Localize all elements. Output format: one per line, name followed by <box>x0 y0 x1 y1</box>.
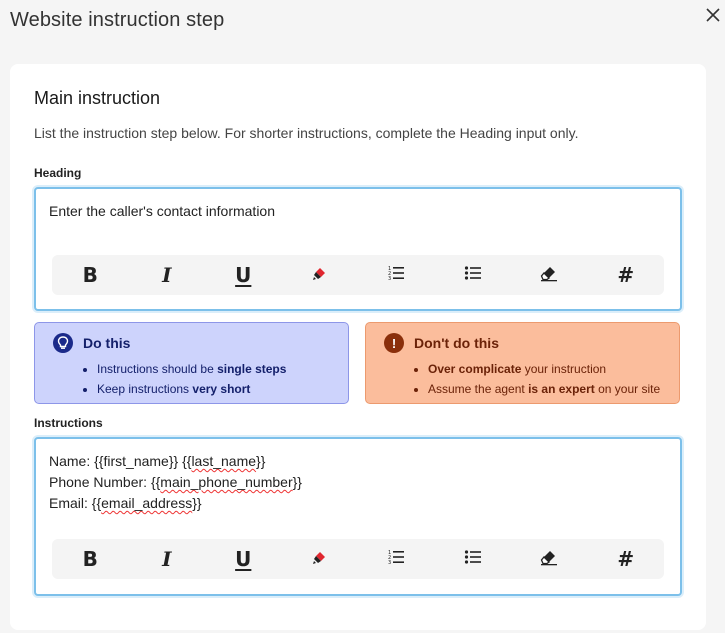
heading-input[interactable]: Enter the caller's contact information <box>49 203 276 219</box>
highlighter-icon <box>311 264 329 287</box>
list-item: • Keep instructions very short <box>97 379 334 399</box>
svg-text:3: 3 <box>388 275 392 282</box>
italic-icon: I <box>162 547 172 571</box>
variable-button[interactable] <box>610 543 642 575</box>
lightbulb-icon <box>53 333 73 353</box>
highlight-button[interactable] <box>304 543 336 575</box>
heading-label: Heading <box>34 166 82 180</box>
bullet-list-button[interactable] <box>457 259 489 291</box>
hash-icon: # <box>617 263 635 287</box>
close-icon[interactable] <box>706 8 720 27</box>
instructions-label: Instructions <box>34 416 103 430</box>
svg-text:2: 2 <box>388 270 392 277</box>
bold-icon: B <box>82 263 98 287</box>
ordered-list-icon <box>387 548 405 571</box>
svg-text:1: 1 <box>388 549 392 556</box>
underline-button[interactable] <box>227 543 259 575</box>
italic-button[interactable] <box>151 543 183 575</box>
highlighter-icon <box>311 548 329 571</box>
instruction-line: Phone Number: {{main_phone_number}} <box>49 474 302 490</box>
underline-button[interactable] <box>227 259 259 291</box>
list-item: • Instructions should be single steps <box>97 359 334 379</box>
dont-do-this-tip <box>365 322 680 404</box>
clear-format-button[interactable] <box>533 543 565 575</box>
ordered-list-icon <box>387 264 405 287</box>
dialog-title: Website instruction step <box>10 9 225 31</box>
variable-button[interactable] <box>610 259 642 291</box>
eraser-icon <box>540 264 558 287</box>
bold-icon: B <box>82 547 98 571</box>
instructions-toolbar <box>52 539 664 579</box>
exclamation-icon: ! <box>384 333 404 353</box>
do-this-title: Do this <box>83 335 131 351</box>
clear-format-button[interactable] <box>533 259 565 291</box>
hash-icon: # <box>617 547 635 571</box>
instructions-editor[interactable] <box>34 437 682 596</box>
instruction-card <box>10 64 706 630</box>
eraser-icon <box>540 548 558 571</box>
bold-button[interactable] <box>74 543 106 575</box>
underline-icon: U <box>235 547 252 571</box>
close-button[interactable] <box>702 6 724 28</box>
section-title: Main instruction <box>34 88 161 108</box>
do-this-tip <box>34 322 349 404</box>
ordered-list-button[interactable] <box>380 543 412 575</box>
section-description: List the instruction step below. For shorter instructions, complete the Heading input only. <box>34 125 579 141</box>
highlight-button[interactable] <box>304 259 336 291</box>
underline-icon: U <box>235 263 252 287</box>
bullet-list-button[interactable] <box>457 543 489 575</box>
dont-do-this-title: Don't do this <box>414 335 499 351</box>
italic-icon: I <box>162 263 172 287</box>
bullet-list-icon <box>464 548 482 571</box>
svg-text:1: 1 <box>388 265 392 272</box>
ordered-list-button[interactable] <box>380 259 412 291</box>
svg-text:2: 2 <box>388 554 392 561</box>
svg-text:3: 3 <box>388 559 392 566</box>
bold-button[interactable] <box>74 259 106 291</box>
bullet-list-icon <box>464 264 482 287</box>
list-item: • Over complicate your instruction <box>428 359 665 379</box>
heading-editor[interactable] <box>34 187 682 311</box>
heading-toolbar <box>52 255 664 295</box>
instruction-line: Email: {{email_address}} <box>49 495 202 511</box>
instructions-input[interactable] <box>49 451 667 514</box>
italic-button[interactable] <box>151 259 183 291</box>
list-item: • Assume the agent is an expert on your site <box>428 379 665 399</box>
instruction-line: Name: {{first_name}} {{last_name}} <box>49 453 266 469</box>
